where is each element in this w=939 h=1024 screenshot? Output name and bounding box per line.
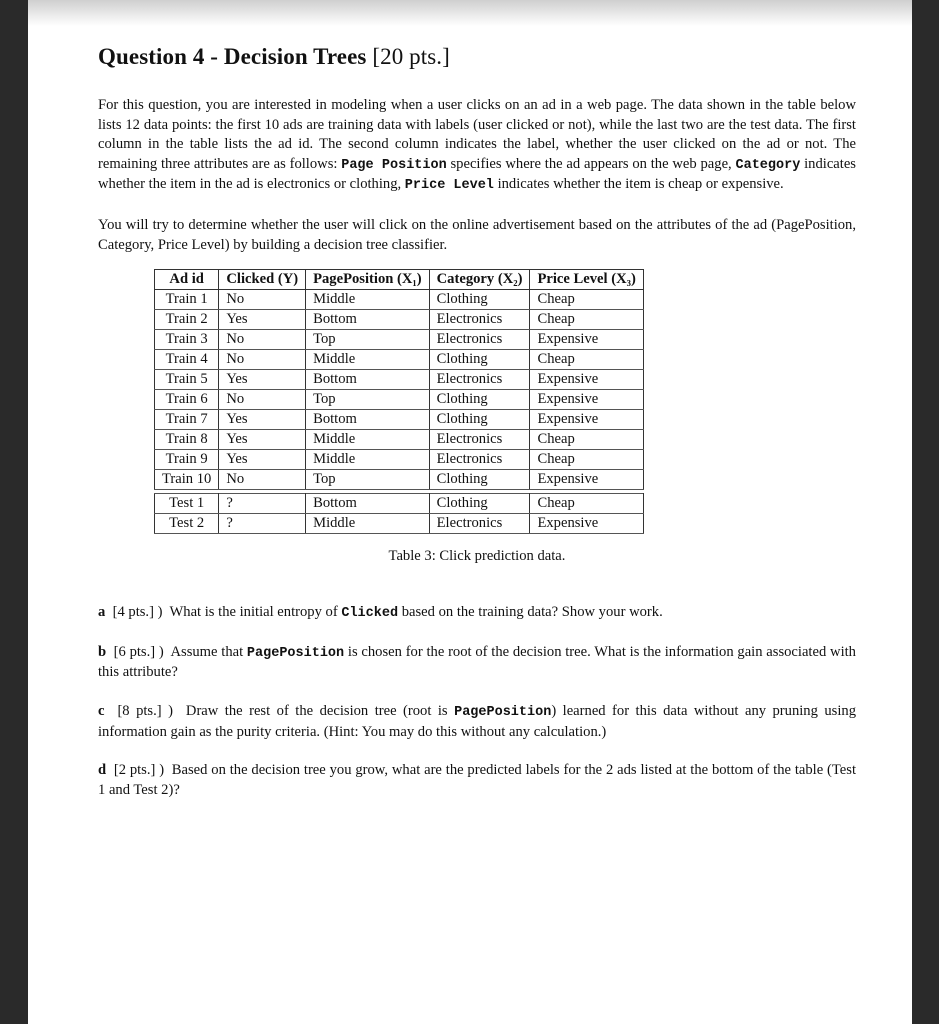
table-cell: Yes	[219, 310, 306, 330]
table-cell: Bottom	[306, 310, 430, 330]
intro-text-4: indicates whether the item is cheap or expensive.	[493, 176, 784, 193]
table-cell: Expensive	[530, 330, 643, 350]
table-cell: Bottom	[306, 410, 430, 430]
table-cell: Yes	[219, 450, 306, 470]
header-price-level: Price Level (X₃)	[530, 270, 643, 290]
question-a	[98, 603, 856, 624]
table-row	[155, 310, 644, 330]
table-cell: ?	[219, 514, 306, 534]
table-cell: Clothing	[429, 390, 530, 410]
question-b	[98, 643, 856, 683]
question-a-mono: Clicked	[341, 606, 399, 622]
term-page-position: Page Position	[341, 157, 447, 173]
table-cell: Yes	[219, 410, 306, 430]
table-cell: No	[219, 330, 306, 350]
table-cell: No	[219, 390, 306, 410]
table-cell: Middle	[306, 290, 430, 310]
table-cell: Clothing	[429, 470, 530, 490]
table-cell: Train 6	[155, 390, 219, 410]
table-row	[155, 290, 644, 310]
document-page	[28, 0, 912, 1024]
table-row	[155, 430, 644, 450]
table-cell: Cheap	[530, 430, 643, 450]
table-cell: Train 7	[155, 410, 219, 430]
table-cell: Electronics	[429, 430, 530, 450]
question-a-text-1: What is the initial entropy of	[169, 604, 342, 621]
table-cell: Test 2	[155, 514, 219, 534]
table-cell: Train 3	[155, 330, 219, 350]
table-cell: Top	[306, 470, 430, 490]
question-c-points: [8 pts.] )	[117, 702, 173, 719]
table-cell: Cheap	[530, 310, 643, 330]
question-c-label: c	[98, 702, 105, 719]
question-c-text-2: ) learned for this data without any pruning using information gain as the purity criteria. (Hint: You may do this without any calculation.)	[98, 702, 857, 740]
table-cell: Top	[306, 330, 430, 350]
table-cell: No	[219, 350, 306, 370]
table-header-row	[155, 270, 644, 290]
table-cell: Electronics	[429, 450, 530, 470]
table-row	[155, 514, 644, 534]
header-page-position: PagePosition (X₁)	[306, 270, 430, 290]
table-caption: Table 3: Click prediction data.	[388, 548, 566, 565]
intro-text-3: indicates whether the item in the ad is electronics or clothing,	[98, 155, 856, 193]
table-cell: Cheap	[530, 450, 643, 470]
question-title	[98, 44, 856, 70]
question-c-mono: PagePosition	[454, 704, 552, 720]
table-row	[155, 410, 644, 430]
question-a-label: a	[98, 604, 106, 621]
table-cell: Train 4	[155, 350, 219, 370]
table-cell: Electronics	[429, 514, 530, 534]
table-cell: No	[219, 470, 306, 490]
table-cell: No	[219, 290, 306, 310]
table-cell: Cheap	[530, 350, 643, 370]
question-d-label: d	[98, 762, 107, 779]
question-b-text-2: is chosen for the root of the decision tree. What is the information gain associated with this attribute?	[98, 643, 856, 681]
question-d-text-1: Based on the decision tree you grow, what are the predicted labels for the 2 ads listed at the bottom of the table (Test 1 and Test 2)?	[98, 762, 857, 798]
table-cell: Train 8	[155, 430, 219, 450]
question-a-points: [4 pts.] )	[112, 604, 163, 621]
intro-paragraph-2: You will try to determine whether the user will click on the online advertisement based on the attributes of the ad (PagePosition, Category, Price Level) by building a decision tree classifier.	[98, 216, 856, 253]
table-row	[155, 470, 644, 490]
table-cell: Middle	[306, 450, 430, 470]
table-cell: Clothing	[429, 290, 530, 310]
term-price-level: Price Level	[404, 178, 494, 194]
question-title-points: [20 pts.]	[372, 44, 450, 69]
table-cell: Electronics	[429, 330, 530, 350]
document-content	[98, 44, 856, 819]
intro-paragraph-1	[98, 96, 856, 196]
table-cell: Clothing	[429, 350, 530, 370]
table-cell: Expensive	[530, 410, 643, 430]
table-cell: Clothing	[429, 410, 530, 430]
question-c	[98, 702, 856, 742]
table-cell: Cheap	[530, 494, 643, 514]
table-cell: Expensive	[530, 470, 643, 490]
table-cell: Yes	[219, 370, 306, 390]
table-row	[155, 370, 644, 390]
header-clicked: Clicked (Y)	[219, 270, 306, 290]
table-cell: Electronics	[429, 310, 530, 330]
table-row	[155, 494, 644, 514]
question-d-points: [2 pts.] )	[113, 762, 165, 779]
header-category: Category (X₂)	[429, 270, 530, 290]
table-row	[155, 390, 644, 410]
intro-text-2: specifies where the ad appears on the web page,	[446, 155, 736, 172]
table-cell: Train 1	[155, 290, 219, 310]
table-cell: Bottom	[306, 494, 430, 514]
question-c-text-1: Draw the rest of the decision tree (root is	[185, 702, 455, 719]
click-prediction-table	[154, 269, 644, 534]
table-cell: Train 9	[155, 450, 219, 470]
table-cell: Middle	[306, 514, 430, 534]
table-cell: Cheap	[530, 290, 643, 310]
table-cell: Bottom	[306, 370, 430, 390]
term-category: Category	[735, 157, 801, 173]
table-cell: Clothing	[429, 494, 530, 514]
question-a-text-2: based on the training data? Show your work.	[398, 604, 663, 621]
table-row	[155, 350, 644, 370]
question-b-points: [6 pts.] )	[113, 643, 164, 660]
table-cell: Train 5	[155, 370, 219, 390]
table-cell: Expensive	[530, 514, 643, 534]
table-cell: Train 2	[155, 310, 219, 330]
header-ad-id: Ad id	[155, 270, 219, 290]
intro-text-1: For this question, you are interested in modeling when a user clicks on an ad in a web page. The data shown in the table below lists 12 data points: the first 10 ads are training data with labels (user clicked or not), while the last two are the test data. The first column in the table lists the ad id. The second column indicates the label, whether the user clicked on the ad or not. The remaining three attributes are as follows:	[98, 97, 856, 172]
question-b-text-1: Assume that	[170, 643, 247, 660]
table-cell: Expensive	[530, 390, 643, 410]
table-cell: Middle	[306, 350, 430, 370]
table-row	[155, 450, 644, 470]
question-b-label: b	[98, 643, 107, 660]
table-cell: Test 1	[155, 494, 219, 514]
table-cell: Expensive	[530, 370, 643, 390]
table-cell: Yes	[219, 430, 306, 450]
question-b-mono: PagePosition	[246, 645, 345, 661]
table-cell: Middle	[306, 430, 430, 450]
table-cell: Train 10	[155, 470, 219, 490]
table-cell: Electronics	[429, 370, 530, 390]
table-cell: Top	[306, 390, 430, 410]
question-title-text: Question 4 - Decision Trees	[98, 44, 367, 69]
table-row	[155, 330, 644, 350]
table-cell: ?	[219, 494, 306, 514]
question-d	[98, 761, 856, 800]
page-top-shadow	[28, 0, 912, 26]
